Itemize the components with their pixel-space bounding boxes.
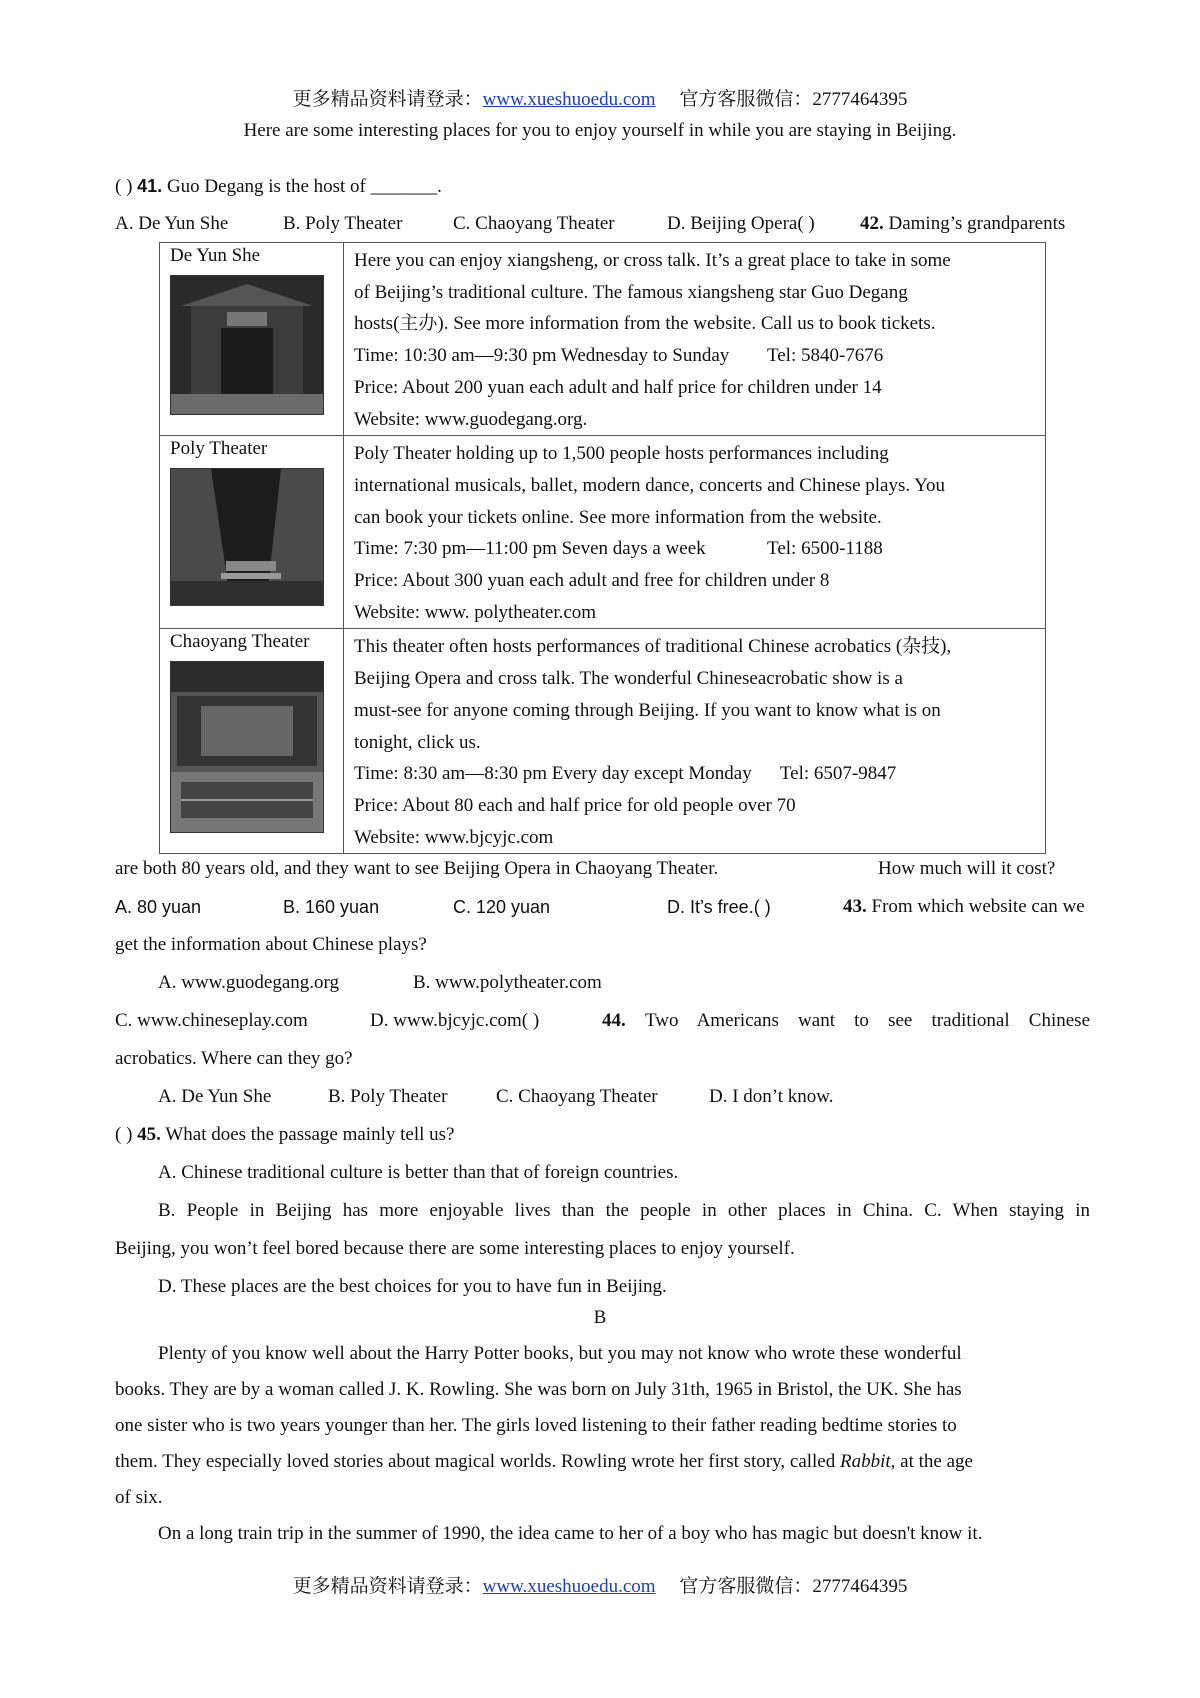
desc-website: Website: www. polytheater.com bbox=[354, 601, 597, 623]
q42-text: are both 80 years old, and they want to see Beijing Opera in Chaoyang Theater. bbox=[115, 858, 719, 879]
table-row bbox=[160, 629, 1046, 854]
place-cell bbox=[160, 436, 344, 629]
q45-option-d: D. These places are the best choices for you to have fun in Beijing. bbox=[158, 1276, 667, 1297]
footer-wechat: 官方客服微信：2777464395 bbox=[679, 1576, 908, 1597]
passage-b-text: , at the age bbox=[890, 1451, 973, 1472]
q41-paren: ( ) bbox=[115, 176, 133, 197]
q45-paren: ( ) bbox=[115, 1124, 133, 1145]
q44-option-a: A. De Yun She bbox=[158, 1086, 272, 1107]
q44-option-b: B. Poly Theater bbox=[328, 1086, 448, 1107]
desc-line: Here you can enjoy xiangsheng, or cross talk. It’s a great place to take in some bbox=[354, 250, 951, 271]
desc-time: Time: 8:30 am—8:30 pm Every day except Monday Tel: 6507-9847 bbox=[354, 763, 897, 785]
story-title: Rabbit bbox=[840, 1451, 891, 1472]
desc-line: can book your tickets online. See more information from the website. bbox=[354, 506, 882, 528]
q44-option-d: D. I don’t know. bbox=[709, 1086, 834, 1107]
q45-option-a: A. Chinese traditional culture is better than that of foreign countries. bbox=[158, 1162, 679, 1183]
passage-b-line: one sister who is two years younger than her. The girls loved listening to their father reading bedtime stories to bbox=[115, 1415, 957, 1436]
places-table bbox=[159, 242, 1046, 854]
page-footer bbox=[0, 1575, 1200, 1599]
q41-text: Guo Degang is the host of _______. bbox=[166, 176, 442, 197]
passage-b-line bbox=[115, 1450, 1090, 1474]
q43-option-c: C. www.chineseplay.com bbox=[115, 1010, 308, 1031]
q41-option-c: C. Chaoyang Theater bbox=[453, 213, 615, 234]
chaoyang-theater-photo bbox=[170, 661, 324, 833]
passage-b-text: them. They especially loved stories about magical worlds. Rowling wrote her first story, called bbox=[115, 1451, 840, 1472]
q42-option-b: B. 160 yuan bbox=[283, 897, 380, 917]
passage-b-line: books. They are by a woman called J. K. Rowling. She was born on July 31th, 1965 in Bristol, the UK. She has bbox=[115, 1379, 962, 1400]
de-yun-she-photo bbox=[170, 275, 324, 415]
place-name: De Yun She bbox=[170, 245, 261, 266]
desc-line: tonight, click us. bbox=[354, 731, 481, 753]
q43-text: From which website can we bbox=[871, 896, 1085, 917]
desc-line: Beijing Opera and cross talk. The wonderful Chineseacrobatic show is a bbox=[354, 668, 903, 690]
q45-text: What does the passage mainly tell us? bbox=[165, 1124, 455, 1145]
q43-option-b: B. www.polytheater.com bbox=[413, 972, 602, 993]
section-b-heading: B bbox=[593, 1307, 607, 1328]
desc-price: Price: About 300 yuan each adult and free for children under 8 bbox=[354, 570, 830, 592]
q44-text: Two Americans want to see traditional Chinese bbox=[644, 1010, 1091, 1031]
desc-time: Time: 10:30 am—9:30 pm Wednesday to Sunday Tel: 5840-7676 bbox=[354, 345, 884, 367]
place-name: Poly Theater bbox=[170, 438, 268, 460]
q45-option-b: B. People in Beijing has more enjoyable lives than the people in other places in China. C. When staying in bbox=[158, 1200, 1090, 1221]
question-45 bbox=[115, 1123, 1090, 1147]
q44-continuation: acrobatics. Where can they go? bbox=[115, 1048, 353, 1069]
q44-option-c: C. Chaoyang Theater bbox=[496, 1086, 658, 1107]
footer-link[interactable]: www.xueshuoedu.com bbox=[482, 1576, 656, 1597]
header-wechat: 官方客服微信：2777464395 bbox=[679, 89, 908, 110]
place-description bbox=[344, 243, 1046, 436]
table-row bbox=[160, 436, 1046, 629]
q43-option-a: A. www.guodegang.org bbox=[158, 972, 340, 993]
q42-number: 42. bbox=[860, 213, 884, 234]
q44-number: 44. bbox=[602, 1010, 626, 1031]
q42-option-d: D. It’s free.( ) bbox=[667, 897, 771, 917]
q42-option-a: A. 80 yuan bbox=[115, 897, 202, 917]
poly-theater-photo bbox=[170, 468, 324, 606]
desc-line: hosts(主办). See more information from the website. Call us to book tickets. bbox=[354, 313, 936, 335]
footer-prefix: 更多精品资料请登录： bbox=[292, 1576, 483, 1597]
q41-option-b: B. Poly Theater bbox=[283, 213, 403, 234]
intro-text: Here are some interesting places for you to enjoy yourself in while you are staying in Beijing. bbox=[243, 120, 957, 141]
desc-line: international musicals, ballet, modern dance, concerts and Chinese plays. You bbox=[354, 474, 945, 496]
desc-website: Website: www.guodegang.org. bbox=[354, 408, 588, 430]
q42-ask: How much will it cost? bbox=[878, 858, 1056, 879]
desc-time: Time: 7:30 pm—11:00 pm Seven days a week Tel: 6500-1188 bbox=[354, 538, 883, 560]
q43-option-d: D. www.bjcyjc.com( ) bbox=[370, 1010, 540, 1031]
place-name: Chaoyang Theater bbox=[170, 631, 310, 653]
q42-option-c: C. 120 yuan bbox=[453, 897, 551, 917]
table-row bbox=[160, 243, 1046, 436]
desc-line: This theater often hosts performances of traditional Chinese acrobatics (杂技), bbox=[354, 636, 952, 658]
desc-line: must-see for anyone coming through Beijing. If you want to know what is on bbox=[354, 699, 941, 721]
desc-price: Price: About 80 each and half price for old people over 70 bbox=[354, 794, 796, 816]
desc-line: Poly Theater holding up to 1,500 people hosts performances including bbox=[354, 443, 889, 465]
q42-continuation bbox=[115, 857, 1090, 881]
q43-start bbox=[843, 895, 1085, 919]
q42-start bbox=[860, 212, 1065, 236]
q45-option-b-cont: Beijing, you won’t feel bored because there are some interesting places to enjoy yourself. bbox=[115, 1238, 795, 1259]
desc-website: Website: www.bjcyjc.com bbox=[354, 826, 554, 848]
page-header bbox=[0, 88, 1200, 112]
q41-number: 41. bbox=[137, 176, 163, 196]
place-cell bbox=[160, 243, 344, 436]
q43-number: 43. bbox=[843, 896, 867, 917]
q42-text-start: Daming’s grandparents bbox=[888, 213, 1066, 234]
q45-number: 45. bbox=[137, 1124, 161, 1145]
desc-price: Price: About 200 yuan each adult and half price for children under 14 bbox=[354, 376, 882, 398]
desc-line: of Beijing’s traditional culture. The famous xiangsheng star Guo Degang bbox=[354, 281, 908, 303]
q41-option-d: D. Beijing Opera( ) bbox=[667, 213, 815, 234]
place-description bbox=[344, 629, 1046, 854]
passage-b-line: of six. bbox=[115, 1487, 163, 1508]
question-41 bbox=[115, 174, 1090, 199]
header-link[interactable]: www.xueshuoedu.com bbox=[482, 89, 656, 110]
q41-option-a: A. De Yun She bbox=[115, 213, 229, 234]
header-prefix: 更多精品资料请登录： bbox=[292, 89, 483, 110]
q44-start bbox=[602, 1009, 1090, 1033]
q43-continuation: get the information about Chinese plays? bbox=[115, 934, 427, 955]
place-cell bbox=[160, 629, 344, 854]
passage-b-line: Plenty of you know well about the Harry Potter books, but you may not know who wrote these wonderful bbox=[158, 1343, 962, 1364]
place-description bbox=[344, 436, 1046, 629]
passage-b-line: On a long train trip in the summer of 1990, the idea came to her of a boy who has magic but doesn't know it. bbox=[158, 1523, 983, 1544]
